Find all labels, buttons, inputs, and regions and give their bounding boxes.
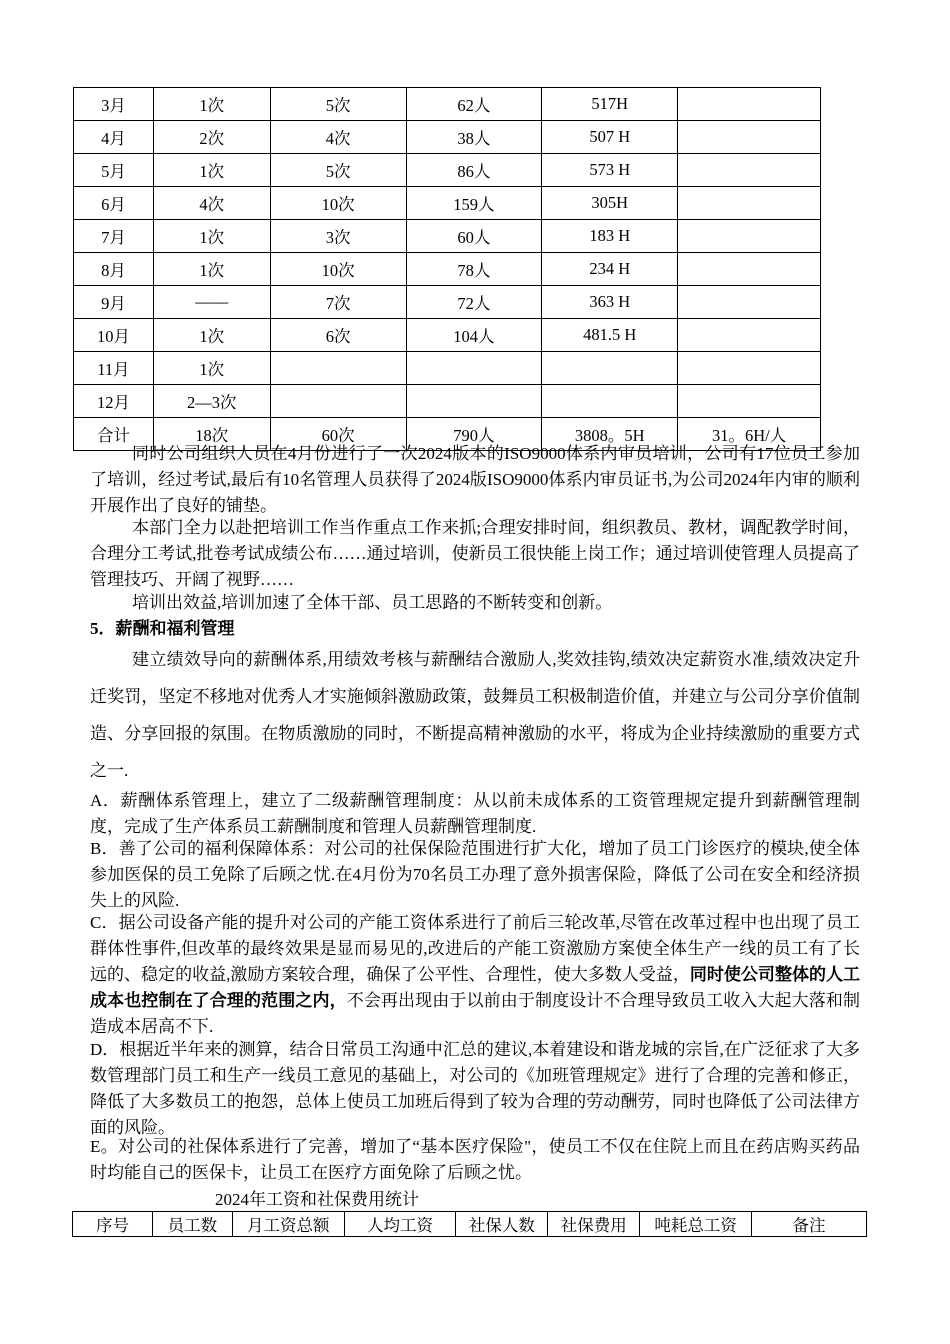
- table-cell: [270, 385, 406, 418]
- table-cell: 3808。5H: [542, 418, 678, 451]
- table-cell: 517H: [542, 88, 678, 121]
- table-cell: 2—3次: [153, 385, 270, 418]
- table-cell: 183 H: [542, 220, 678, 253]
- table-cell: 104人: [406, 319, 542, 352]
- table-cell: 1次: [153, 352, 270, 385]
- table-cell: 1次: [153, 253, 270, 286]
- table-cell: [678, 88, 821, 121]
- table-cell: 6月: [74, 187, 154, 220]
- table-cell: 3月: [74, 88, 154, 121]
- table-cell: 78人: [406, 253, 542, 286]
- table-cell: [270, 352, 406, 385]
- table-cell: 10次: [270, 187, 406, 220]
- table-cell: 305H: [542, 187, 678, 220]
- paragraph-item-d: D．根据近半年来的测算，结合日常员工沟通中汇总的建议,本着建设和谐龙城的宗旨,在广泛征求了大多数管理部门员工和生产一线员工意见的基础上，对公司的《加班管理规定》进行了合理的完善和修正，降低了大多数员工的抱怨，总体上使员工加班后得到了较为合理的劳动酬劳，同时也降低了公司法律方面的风险。: [90, 1040, 860, 1137]
- table-row: [74, 286, 821, 319]
- table-row: [74, 352, 821, 385]
- table-cell: 363 H: [542, 286, 678, 319]
- table-cell: 507 H: [542, 121, 678, 154]
- table-cell: [678, 352, 821, 385]
- paragraph-item-b: B．善了公司的福利保障体系：对公司的社保保险范围进行扩大化，增加了员工门诊医疗的模块,使全体参加医保的员工免除了后顾之忧.在4月份为70名员工办理了意外损害保险，降低了公司在安全和经济损失上的风险.: [90, 839, 860, 910]
- table-cell: 790人: [406, 418, 542, 451]
- table-row: [74, 319, 821, 352]
- paragraph-item-c: [90, 910, 860, 1040]
- table-cell: 1次: [153, 319, 270, 352]
- table-cell: 9月: [74, 286, 154, 319]
- paragraph-training-benefit: 培训出效益,培训加速了全体干部、员工思路的不断转变和创新。: [132, 593, 613, 612]
- paragraph-performance-salary: 建立绩效导向的薪酬体系,用绩效考核与薪酬结合激励人,奖效挂钩,绩效决定薪资水准,绩效决定升迁奖罚，坚定不移地对优秀人才实施倾斜激励政策，鼓舞员工积极制造价值，并建立与公司分享价值制造、分享回报的氛围。在物质激励的同时，不断提高精神激励的水平，将成为企业持续激励的重要方式之一.: [90, 650, 860, 780]
- section-heading-salary-welfare: 5．薪酬和福利管理: [90, 619, 235, 638]
- table-cell: [542, 352, 678, 385]
- table-header-cell: 备注: [752, 1212, 867, 1237]
- table-cell: 31。6H/人: [678, 418, 821, 451]
- table-cell: 234 H: [542, 253, 678, 286]
- item-c-text-2: 不会再出现由于以前由于制度设计不合理导致员工收入大起大落和制造成本居高不下.: [90, 991, 861, 1036]
- table-cell: 38人: [406, 121, 542, 154]
- table-row: [74, 253, 821, 286]
- table-cell: 4次: [270, 121, 406, 154]
- table-cell: 5次: [270, 154, 406, 187]
- table-cell: 10月: [74, 319, 154, 352]
- table-cell: 5次: [270, 88, 406, 121]
- table-cell: [678, 253, 821, 286]
- salary-table-title: 2024年工资和社保费用统计: [215, 1190, 419, 1209]
- table-row: [74, 121, 821, 154]
- table-header-cell: 员工数: [152, 1212, 232, 1237]
- table-cell: 60人: [406, 220, 542, 253]
- table-cell: 3次: [270, 220, 406, 253]
- salary-table-header-row: [73, 1212, 867, 1237]
- item-c-bold-text: 同时使公司整体的人工成本也控制在了合理的范围之内，: [90, 965, 861, 1010]
- table-cell: 18次: [153, 418, 270, 451]
- table-cell: ——: [153, 286, 270, 319]
- table-header-cell: 序号: [73, 1212, 153, 1237]
- table-cell: [542, 385, 678, 418]
- table-cell: 86人: [406, 154, 542, 187]
- table-cell: [678, 286, 821, 319]
- table-cell: 6次: [270, 319, 406, 352]
- table-cell: 62人: [406, 88, 542, 121]
- table-cell: 1次: [153, 88, 270, 121]
- paragraph-item-a: A．薪酬体系管理上，建立了二级薪酬管理制度：从以前未成体系的工资管理规定提升到薪酬管理制度，完成了生产体系员工薪酬制度和管理人员薪酬管理制度.: [90, 791, 860, 836]
- table-row: [74, 220, 821, 253]
- table-cell: [678, 385, 821, 418]
- table-cell: 2次: [153, 121, 270, 154]
- table-cell: 60次: [270, 418, 406, 451]
- table-row: [74, 88, 821, 121]
- table-row: [74, 385, 821, 418]
- table-cell: [406, 385, 542, 418]
- table-cell: 8月: [74, 253, 154, 286]
- table-cell: 合计: [74, 418, 154, 451]
- table-cell: 10次: [270, 253, 406, 286]
- table-cell: 1次: [153, 154, 270, 187]
- table-header-cell: 人均工资: [344, 1212, 456, 1237]
- table-cell: 1次: [153, 220, 270, 253]
- table-cell: 4次: [153, 187, 270, 220]
- table-header-cell: 社保费用: [548, 1212, 640, 1237]
- table-cell: 72人: [406, 286, 542, 319]
- table-cell: 7月: [74, 220, 154, 253]
- table-cell: 5月: [74, 154, 154, 187]
- table-header-cell: 月工资总额: [232, 1212, 344, 1237]
- table-cell: [406, 352, 542, 385]
- table-cell: 12月: [74, 385, 154, 418]
- paragraph-training-work: 本部门全力以赴把培训工作当作重点工作来抓;合理安排时间，组织教员、教材，调配教学时间，合理分工考试,批卷考试成绩公布……通过培训，使新员工很快能上岗工作；通过培训使管理人员提高了管理技巧、开阔了视野……: [90, 518, 860, 589]
- item-c-text-1: C．据公司设备产能的提升对公司的产能工资体系进行了前后三轮改革,尽管在改革过程中也出现了员工群体性事件,但改革的最终效果是显而易见的,改进后的产能工资激励方案使全体生产一线的员工有了长远的、稳定的收益,激励方案较合理，确保了公平性、合理性，使大多数人受益，: [90, 913, 860, 984]
- paragraph-iso-training: 同时公司组织人员在4月份进行了一次2024版本的ISO9000体系内审员培训，公司有17位员工参加了培训，经过考试,最后有10名管理人员获得了2024版ISO9000体系内审员证书,为公司2024年内审的顺利开展作出了良好的铺垫。: [90, 444, 860, 515]
- table-cell: [678, 121, 821, 154]
- paragraph-item-e: E。对公司的社保体系进行了完善，增加了“基本医疗保险"，使员工不仅在住院上而且在药店购买药品时均能自己的医保卡，让员工在医疗方面免除了后顾之忧。: [90, 1137, 860, 1182]
- table-cell: [678, 154, 821, 187]
- table-cell: 573 H: [542, 154, 678, 187]
- table-cell: 4月: [74, 121, 154, 154]
- table-cell: 159人: [406, 187, 542, 220]
- training-statistics-table: [73, 87, 821, 451]
- table-cell: 7次: [270, 286, 406, 319]
- salary-social-security-table: [72, 1211, 867, 1237]
- table-cell: 481.5 H: [542, 319, 678, 352]
- table-header-cell: 社保人数: [456, 1212, 548, 1237]
- table-cell: [678, 187, 821, 220]
- table-cell: [678, 319, 821, 352]
- table-cell: 11月: [74, 352, 154, 385]
- table-header-cell: 吨耗总工资: [640, 1212, 752, 1237]
- table-row: [74, 187, 821, 220]
- table-row: [74, 154, 821, 187]
- table-cell: [678, 220, 821, 253]
